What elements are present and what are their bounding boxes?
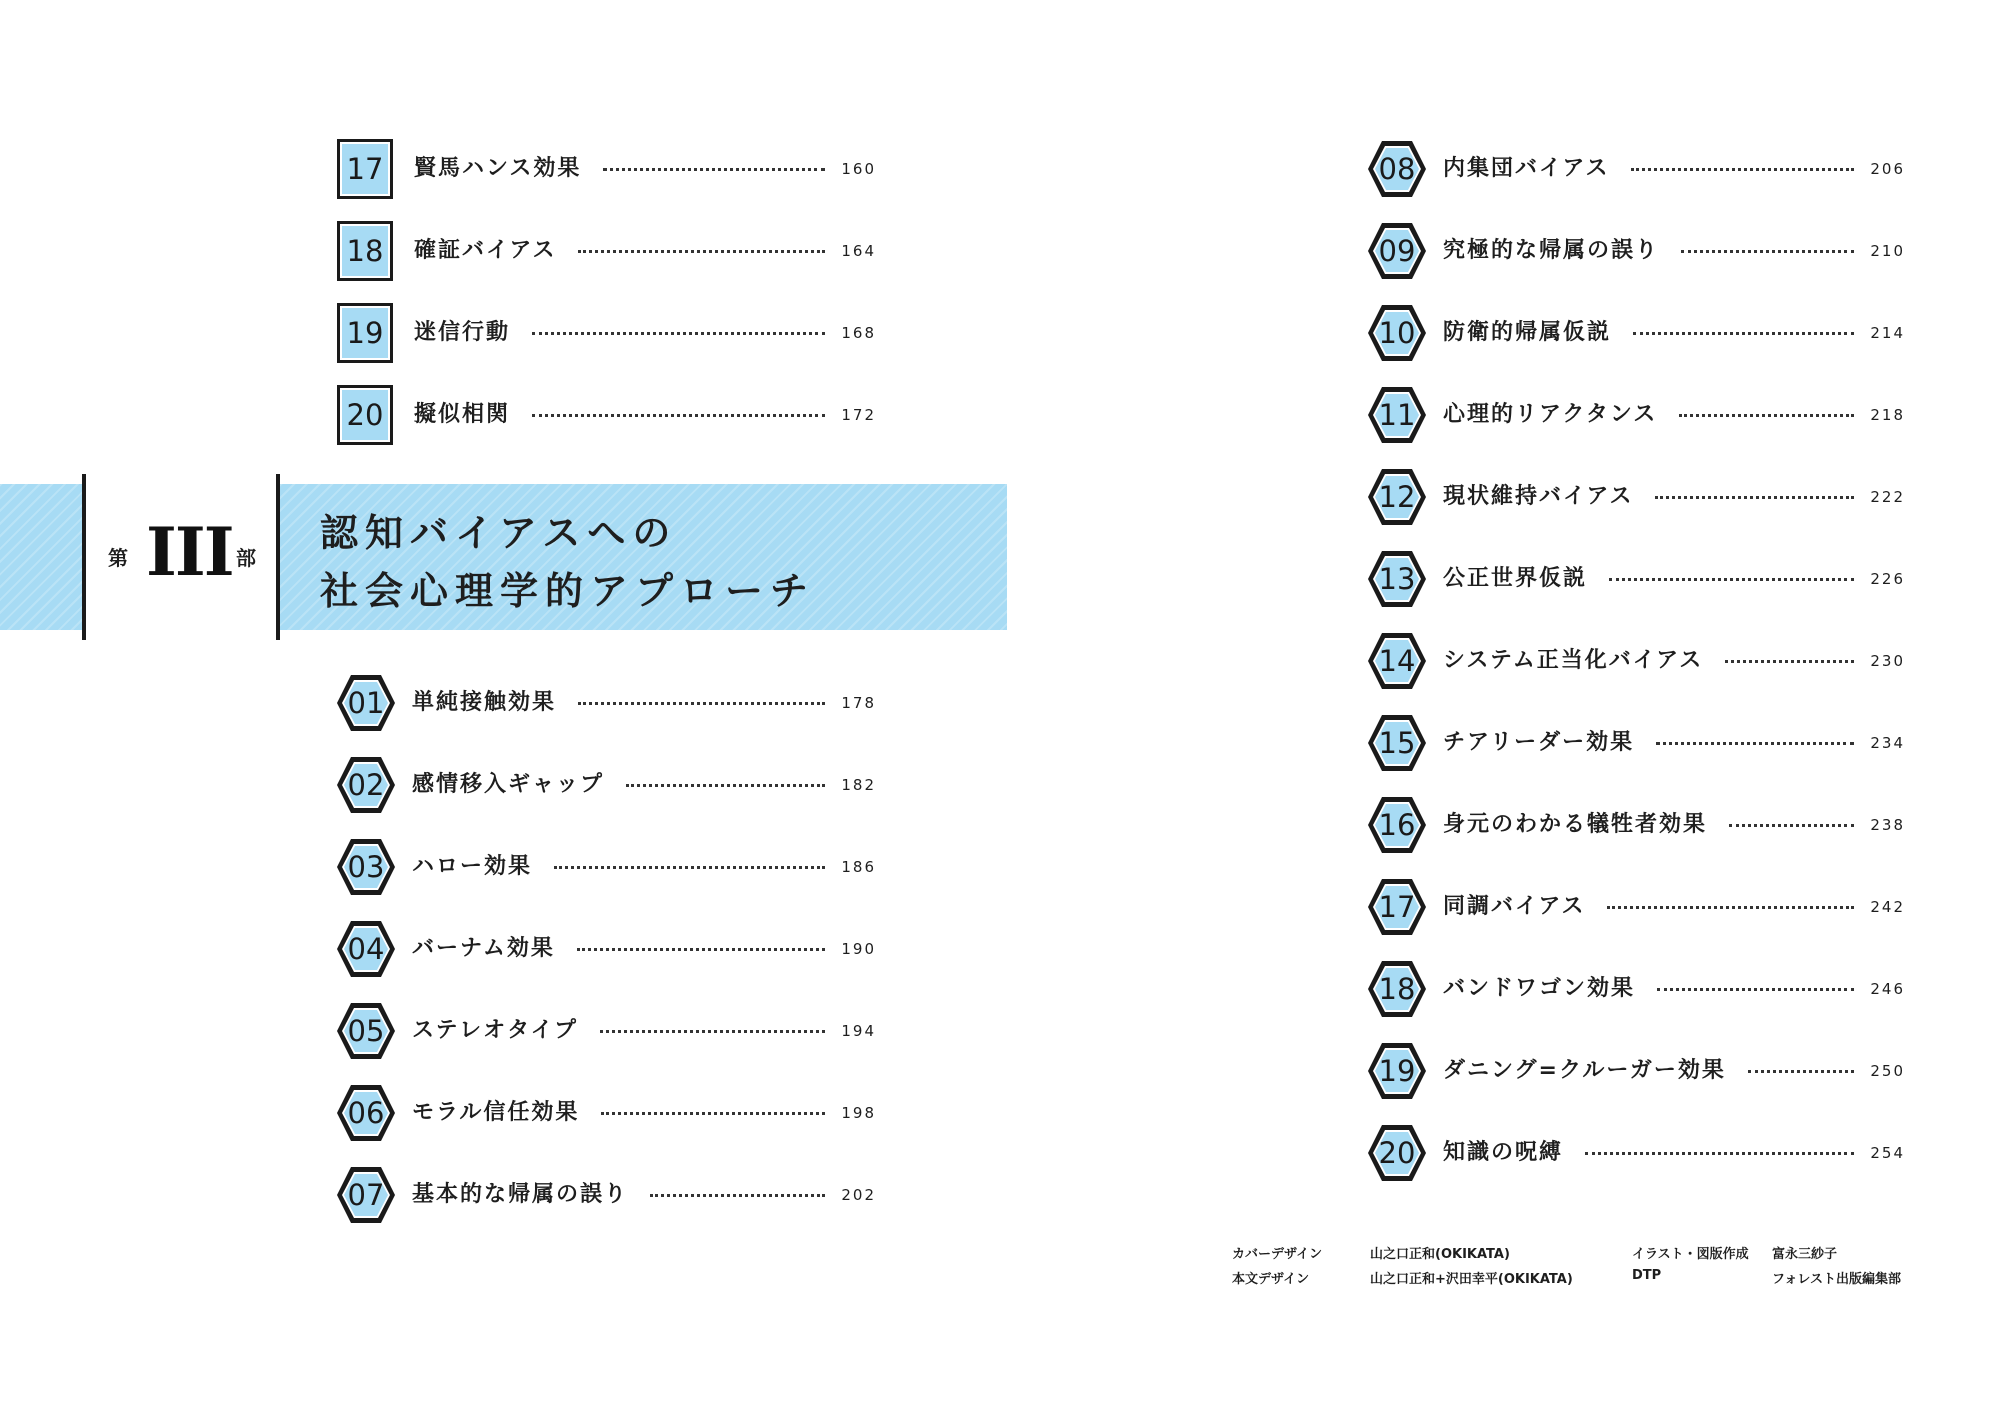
toc-entry: [1365, 958, 1905, 1020]
page-number: 230: [1870, 652, 1905, 670]
toc-entry: [1365, 384, 1905, 446]
leader-dots: [1656, 742, 1854, 745]
hexagon-number-icon: [334, 918, 398, 980]
leader-dots: [601, 1112, 825, 1115]
page-number: 202: [841, 1186, 876, 1204]
chapter-title: 同調バイアス: [1443, 894, 1586, 919]
toc-entry: [334, 1000, 876, 1062]
chapter-title: バンドワゴン効果: [1443, 976, 1636, 1001]
toc-entry: [336, 138, 876, 200]
hexagon-number-icon: [1365, 384, 1429, 446]
page-number: 182: [841, 776, 876, 794]
page-number: 206: [1870, 160, 1905, 178]
square-number-icon: [336, 220, 394, 282]
square-number-icon: [336, 302, 394, 364]
page-number: 160: [841, 160, 876, 178]
leader-dots: [1633, 332, 1854, 335]
page-number: 242: [1870, 898, 1905, 916]
part-divider-left: [82, 474, 86, 640]
hexagon-number-icon: [1365, 794, 1429, 856]
chapter-number: 19: [1378, 1054, 1416, 1088]
credit-cover-label: カバーデザイン: [1232, 1247, 1323, 1262]
hexagon-number-icon: [334, 1000, 398, 1062]
toc-entry: [1365, 302, 1905, 364]
square-number-icon: [336, 384, 394, 446]
leader-dots: [600, 1030, 825, 1033]
toc-entry: [336, 384, 876, 446]
hexagon-number-icon: [1365, 712, 1429, 774]
leader-dots: [1681, 250, 1854, 253]
hexagon-number-icon: [1365, 876, 1429, 938]
hexagon-number-icon: [334, 754, 398, 816]
page-number: 210: [1870, 242, 1905, 260]
hexagon-number-icon: [334, 1082, 398, 1144]
leader-dots: [532, 414, 825, 417]
hexagon-number-icon: [1365, 138, 1429, 200]
page-number: 198: [841, 1104, 876, 1122]
toc-entry: [1365, 794, 1905, 856]
chapter-number: 12: [1378, 480, 1416, 514]
chapter-title: モラル信任効果: [412, 1100, 580, 1125]
leader-dots: [1585, 1152, 1854, 1155]
credit-body-value: 山之口正和+沢田幸平(OKIKATA): [1370, 1272, 1573, 1287]
page-number: 178: [841, 694, 876, 712]
hexagon-number-icon: [334, 1164, 398, 1226]
leader-dots: [626, 784, 825, 787]
leader-dots: [1679, 414, 1854, 417]
part-title-line1: 認知バイアスへの: [320, 511, 678, 555]
leader-dots: [1607, 906, 1854, 909]
square-number-icon: [336, 138, 394, 200]
chapter-title: 内集団バイアス: [1443, 156, 1610, 181]
chapter-number: 02: [347, 768, 385, 802]
page-number: 246: [1870, 980, 1905, 998]
chapter-title: 身元のわかる犠牲者効果: [1443, 812, 1708, 837]
leader-dots: [1725, 660, 1854, 663]
page-number: 218: [1870, 406, 1905, 424]
chapter-title: 感情移入ギャップ: [412, 772, 605, 797]
chapter-number: 06: [347, 1096, 385, 1130]
chapter-number: 16: [1378, 808, 1416, 842]
chapter-number: 03: [347, 850, 385, 884]
page-number: 214: [1870, 324, 1905, 342]
leader-dots: [1631, 168, 1854, 171]
credit-dtp-label: DTP: [1632, 1268, 1662, 1283]
toc-entry: [334, 1082, 876, 1144]
page-number: 250: [1870, 1062, 1905, 1080]
hexagon-number-icon: [1365, 1040, 1429, 1102]
hexagon-number-icon: [334, 836, 398, 898]
page-number: 238: [1870, 816, 1905, 834]
toc-entry: [336, 220, 876, 282]
leader-dots: [578, 250, 825, 253]
leader-dots: [650, 1194, 825, 1197]
part-divider-right: [276, 474, 280, 640]
chapter-number: 09: [1378, 234, 1416, 268]
toc-entry: [334, 672, 876, 734]
page-number: 222: [1870, 488, 1905, 506]
leader-dots: [532, 332, 825, 335]
chapter-title: 基本的な帰属の誤り: [412, 1182, 629, 1207]
page-number: 254: [1870, 1144, 1905, 1162]
page-number: 164: [841, 242, 876, 260]
hexagon-number-icon: [1365, 1122, 1429, 1184]
toc-entry: [1365, 1040, 1905, 1102]
leader-dots: [1748, 1070, 1854, 1073]
credit-illust-label: イラスト・図版作成: [1632, 1247, 1749, 1262]
hexagon-number-icon: [1365, 630, 1429, 692]
chapter-number: 17: [1378, 890, 1416, 924]
chapter-title: バーナム効果: [412, 936, 555, 961]
leader-dots: [1657, 988, 1854, 991]
hexagon-number-icon: [1365, 548, 1429, 610]
chapter-title: 賢馬ハンス効果: [414, 156, 582, 181]
chapter-number: 14: [1378, 644, 1416, 678]
page-number: 194: [841, 1022, 876, 1040]
toc-entry: [1365, 712, 1905, 774]
toc-entry: [1365, 466, 1905, 528]
chapter-title: 擬似相関: [414, 402, 511, 427]
chapter-title: ステレオタイプ: [412, 1018, 579, 1043]
part-prefix: 第: [108, 546, 128, 570]
credit-illust-value: 富永三紗子: [1772, 1247, 1838, 1262]
chapter-title: 迷信行動: [414, 320, 511, 345]
chapter-title: システム正当化バイアス: [1443, 648, 1704, 673]
chapter-number: 05: [347, 1014, 385, 1048]
part-title-line2: 社会心理学的アプローチ: [320, 569, 816, 613]
chapter-title: 確証バイアス: [414, 238, 557, 263]
page-number: 168: [841, 324, 876, 342]
chapter-title: 知識の呪縛: [1443, 1140, 1564, 1165]
leader-dots: [603, 168, 825, 171]
hexagon-number-icon: [1365, 220, 1429, 282]
credit-body-label: 本文デザイン: [1232, 1272, 1310, 1287]
chapter-number: 17: [346, 152, 384, 186]
chapter-title: 防衛的帰属仮説: [1443, 320, 1612, 345]
chapter-title: ダニング=クルーガー効果: [1443, 1058, 1726, 1083]
part-number: III: [146, 513, 233, 591]
part-suffix: 部: [236, 546, 256, 570]
leader-dots: [1729, 824, 1854, 827]
page-number: 172: [841, 406, 876, 424]
toc-entry: [334, 918, 876, 980]
leader-dots: [554, 866, 825, 869]
chapter-number: 20: [346, 398, 384, 432]
chapter-title: 現状維持バイアス: [1443, 484, 1634, 509]
toc-entry: [334, 1164, 876, 1226]
chapter-number: 04: [347, 932, 385, 966]
chapter-number: 11: [1378, 398, 1416, 432]
chapter-title: チアリーダー効果: [1443, 730, 1635, 755]
chapter-title: ハロー効果: [412, 854, 533, 879]
chapter-number: 15: [1378, 726, 1416, 760]
chapter-number: 07: [347, 1178, 385, 1212]
credit-cover-value: 山之口正和(OKIKATA): [1370, 1247, 1510, 1262]
toc-entry: [334, 836, 876, 898]
hexagon-number-icon: [334, 672, 398, 734]
leader-dots: [1655, 496, 1854, 499]
chapter-title: 究極的な帰属の誤り: [1443, 238, 1660, 263]
page-number: 190: [841, 940, 876, 958]
chapter-number: 20: [1378, 1136, 1416, 1170]
chapter-number: 08: [1378, 152, 1416, 186]
toc-entry: [1365, 630, 1905, 692]
toc-entry: [1365, 1122, 1905, 1184]
chapter-number: 18: [346, 234, 384, 268]
chapter-title: 心理的リアクタンス: [1443, 402, 1658, 427]
chapter-number: 10: [1378, 316, 1416, 350]
chapter-title: 公正世界仮説: [1443, 566, 1588, 591]
toc-entry: [1365, 138, 1905, 200]
toc-entry: [336, 302, 876, 364]
hexagon-number-icon: [1365, 302, 1429, 364]
credit-dtp-value: フォレスト出版編集部: [1772, 1272, 1901, 1287]
chapter-number: 19: [346, 316, 384, 350]
leader-dots: [1609, 578, 1854, 581]
chapter-number: 13: [1378, 562, 1416, 596]
chapter-number: 18: [1378, 972, 1416, 1006]
page-number: 226: [1870, 570, 1905, 588]
chapter-number: 01: [347, 686, 385, 720]
toc-entry: [1365, 876, 1905, 938]
hexagon-number-icon: [1365, 466, 1429, 528]
hexagon-number-icon: [1365, 958, 1429, 1020]
toc-entry: [1365, 548, 1905, 610]
chapter-title: 単純接触効果: [412, 690, 557, 715]
page-number: 186: [841, 858, 876, 876]
page-number: 234: [1870, 734, 1905, 752]
toc-entry: [334, 754, 876, 816]
leader-dots: [578, 702, 825, 705]
toc-entry: [1365, 220, 1905, 282]
leader-dots: [577, 948, 825, 951]
